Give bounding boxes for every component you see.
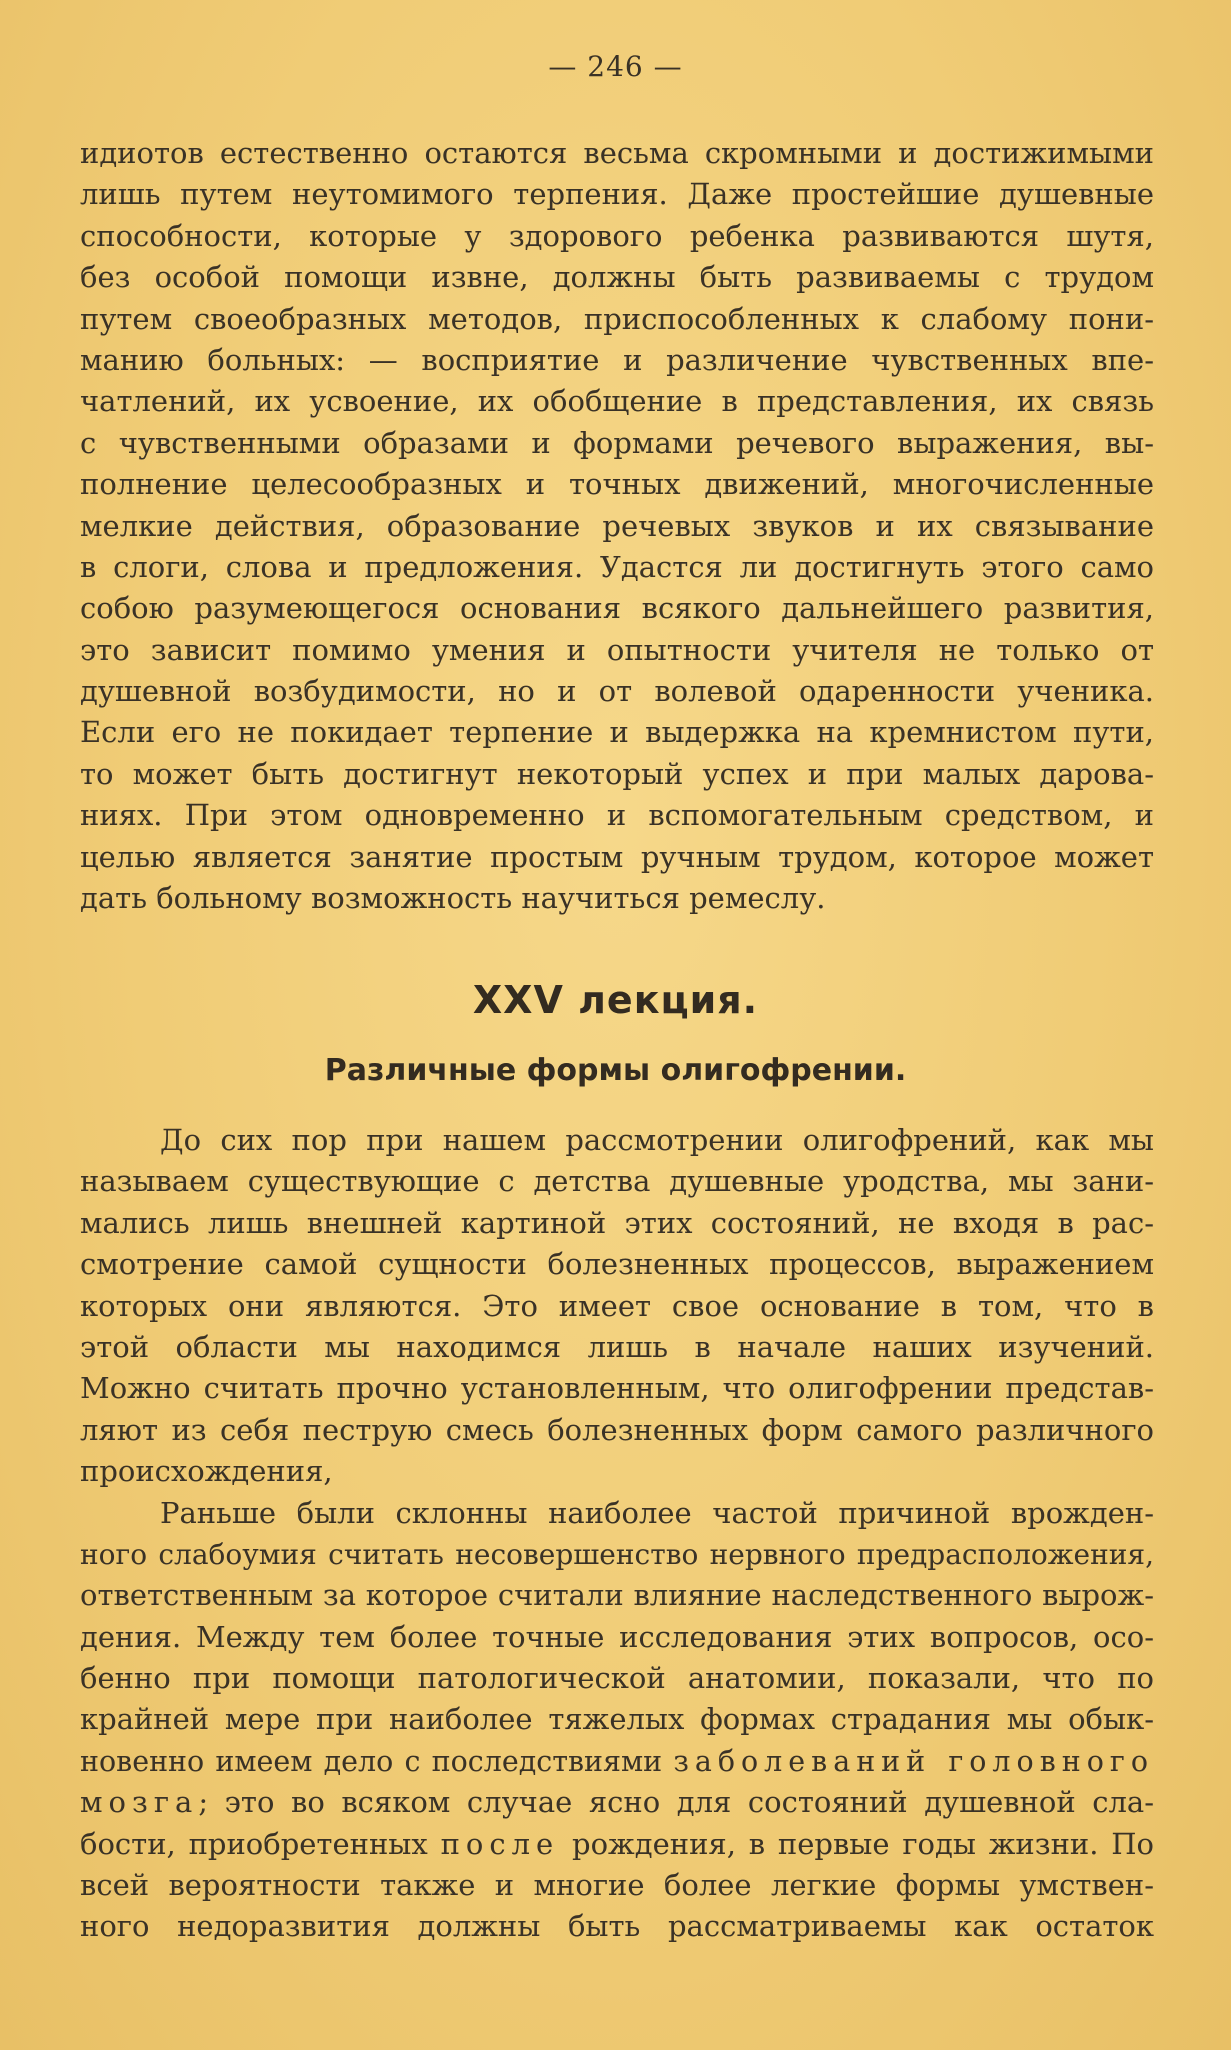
text-line: ниях. При этом одновременно и вспомогательным средством, и: [80, 798, 1154, 833]
text-line: чатлений, их усвоение, их обобщение в представления, их связь: [80, 384, 1154, 419]
text-line: без особой помощи извне, должны быть развиваемы с трудом: [80, 260, 1154, 295]
text-line: полнение целесообразных и точных движений, многочисленные: [80, 467, 1154, 502]
text-line: ответственным за которое считали влияние наследственного вырож-: [80, 1578, 1154, 1613]
text-run: бости, приобретенных: [80, 1826, 428, 1861]
text-line: Раньше были склонны наиболее частой причиной врожден-: [160, 1495, 1154, 1530]
text-line: дения. Между тем более точные исследования этих вопросов, осо-: [80, 1619, 1154, 1654]
text-line: мелкие действия, образование речевых звуков и их связывание: [80, 508, 1154, 543]
text-line: [80, 1782, 1154, 1823]
text-line: дать больному возможность научиться ремеслу.: [80, 881, 826, 916]
text-line: называем существующие с детства душевные уродства, мы зани-: [80, 1164, 1154, 1199]
text-line: путем своеобразных методов, приспособленных к слабому пони-: [80, 301, 1154, 336]
emphasized-text: после: [440, 1826, 560, 1861]
text-line: лишь путем неутомимого терпения. Даже простейшие душевные: [80, 177, 1154, 212]
text-line: это зависит помимо умения и опытности учителя не только от: [80, 632, 1154, 667]
text-line: манию больных: — восприятие и различение чувственных впе-: [80, 342, 1154, 377]
text-line: этой области мы находимся лишь в начале наших изучений.: [80, 1329, 1154, 1364]
lecture-title: XXV лекция.: [472, 978, 759, 1022]
text-run: новенно имеем дело с последствиями: [80, 1744, 663, 1778]
text-line: способности, которые у здорового ребенка развиваются шутя,: [80, 218, 1154, 253]
text-line: смотрение самой сущности болезненных процессов, выражением: [80, 1247, 1154, 1282]
lecture-subtitle: Различные формы олигофрении.: [324, 1053, 907, 1088]
paragraph-1: [80, 133, 1154, 919]
text-line: происхождения,: [80, 1454, 333, 1489]
text-run: рождения, в первые годы жизни. По: [572, 1826, 1155, 1861]
text-line: всей вероятности также и многие более легкие формы умствен-: [80, 1868, 1154, 1903]
text-line: [80, 1824, 1154, 1865]
text-line: Можно считать прочно установленным, что олигофрении представ-: [80, 1371, 1154, 1406]
emphasized-text: заболеваний головного: [673, 1744, 1154, 1778]
page-number: — 246 —: [548, 50, 683, 83]
text-line: которых они являются. Это имеет свое основание в том, что в: [80, 1288, 1154, 1323]
paragraph-2: [80, 1120, 1154, 1948]
text-line: Если его не покидает терпение и выдержка на кремнистом пути,: [80, 715, 1154, 750]
text-line: с чувственными образами и формами речевого выражения, вы-: [80, 425, 1154, 460]
text-line: душевной возбудимости, но и от волевой одаренности ученика.: [80, 674, 1154, 709]
text-line: ного слабоумия считать несовершенство нервного предрасположения,: [80, 1537, 1154, 1571]
text-line: идиотов естественно остаются весьма скромными и достижимыми: [80, 136, 1154, 170]
text-line: собою разумеющегося основания всякого дальнейшего развития,: [80, 591, 1154, 626]
text-line: то может быть достигнут некоторый успех и при малых дарова-: [80, 756, 1154, 791]
text-line: ного недоразвития должны быть рассматриваемы как остаток: [80, 1909, 1154, 1944]
text-run: ; это во всяком случае ясно для состояний душевной сла-: [198, 1785, 1154, 1820]
text-line: бенно при помощи патологической анатомии, показали, что по: [80, 1661, 1154, 1696]
text-line: в слоги, слова и предложения. Удастся ли достигнуть этого само: [80, 549, 1154, 584]
text-line: [80, 1741, 1154, 1782]
text-line: мались лишь внешней картиной этих состояний, не входя в рас-: [80, 1205, 1154, 1240]
emphasized-text: мозга: [80, 1785, 199, 1820]
text-line: крайней мере при наиболее тяжелых формах страдания мы обык-: [80, 1702, 1154, 1737]
text-line: целью является занятие простым ручным трудом, которое может: [80, 839, 1154, 874]
text-line: ляют из себя пеструю смесь болезненных форм самого различного: [80, 1412, 1154, 1447]
text-line: До сих пор при нашем рассмотрении олигофрений, как мы: [160, 1123, 1154, 1157]
